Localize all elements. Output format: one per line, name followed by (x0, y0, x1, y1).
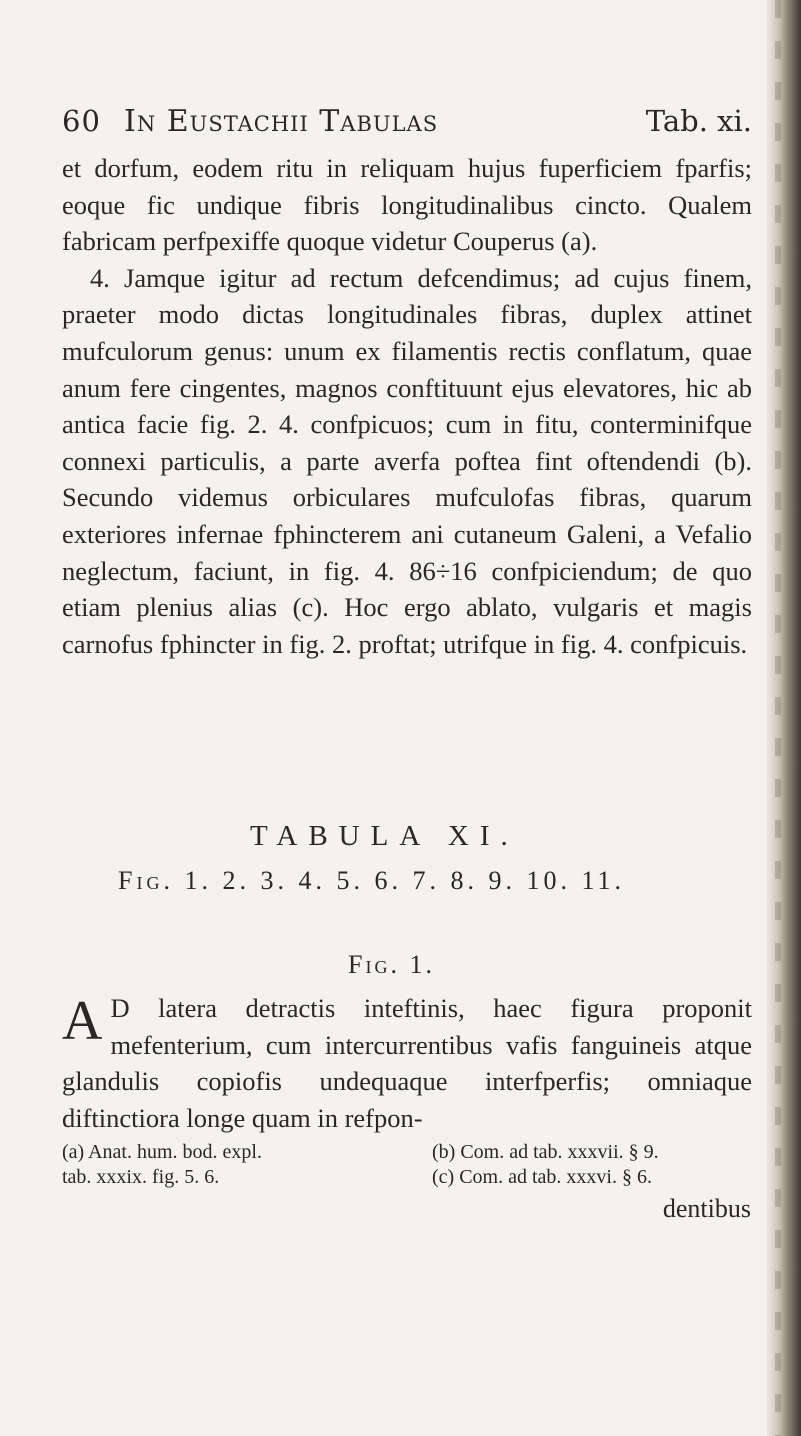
page-header (62, 104, 752, 148)
footnote-column-left (62, 1140, 262, 1190)
figure-list: Fig. 1. 2. 3. 4. 5. 6. 7. 8. 9. 10. 11. (118, 866, 625, 895)
paragraph-continuation: et dorfum, eodem ritu in reliquam hujus fuperficiem fparfis; eoque fic undique fibris longitudinalibus cincto. Qualem fabricam perfpexiffe quoque videtur Couperus (a). (62, 153, 752, 257)
footnote-a-continued: tab. xxxix. fig. 5. 6. (62, 1166, 220, 1188)
footnote-a: (a) Anat. hum. bod. expl. (62, 1141, 262, 1163)
page-number: 60 (62, 104, 101, 138)
footnote-column-right (432, 1140, 659, 1190)
footnote-b: (b) Com. ad tab. xxxvii. § 9. (432, 1141, 659, 1163)
page-gutter-shadow (767, 0, 801, 1436)
running-title: In Eustachii Tabulas (124, 104, 439, 139)
footnote-c: (c) Com. ad tab. xxxvi. § 6. (432, 1166, 652, 1188)
figure-heading: Fig. 1. (348, 950, 435, 979)
plate-reference: Tab. xi. (645, 104, 752, 138)
figure-description-text: D latera detractis inteftinis, haec figura proponit mefenterium, cum intercurrentibus vafis fanguineis atque glandulis copiofis undequaque interfperfis; omniaque diftinctiora longe quam in refpon- (62, 993, 752, 1133)
figure-description (62, 990, 752, 1136)
catchword: dentibus (662, 1194, 751, 1223)
tabula-heading: TABULA XI. (250, 820, 519, 852)
body-text (62, 150, 752, 662)
paragraph-section-4: 4. Jamque igitur ad rectum defcendimus; ad cujus finem, praeter modo dictas longitudinales fibras, duplex attinet mufculorum genus: unum ex filamentis rectis conflatum, quae anum fere cingentes, magnos conftituunt ejus elevatores, hic ab antica facie fig. 2. 4. confpicuos; cum in fitu, conterminifque connexi particulis, a parte averfa poftea fint oftendendi (b). Secundo videmus orbiculares mufculofas fibras, quarum exteriores infernae fphincterem ani cutaneum Galeni, a Vefalio neglectum, faciunt, in fig. 4. 86÷16 confpiciendum; de quo etiam plenius alias (c). Hoc ergo ablato, vulgaris et magis carnofus fphincter in fig. 2. proftat; utrifque in fig. 4. confpicuis. (62, 262, 752, 659)
drop-cap: A (62, 990, 103, 1052)
